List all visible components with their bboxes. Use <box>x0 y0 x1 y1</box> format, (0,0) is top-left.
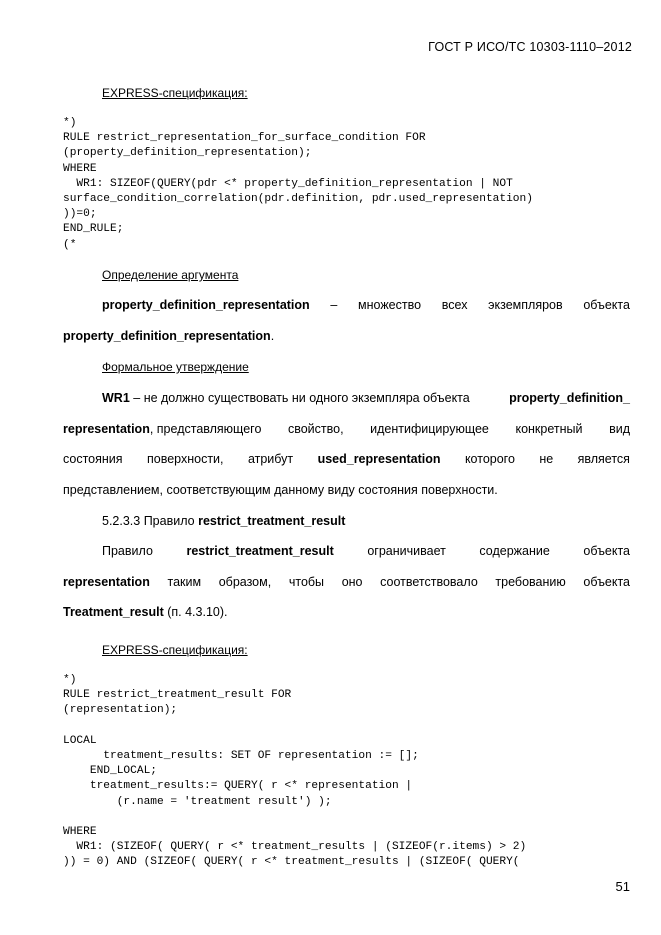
formal-statement-line-3 <box>63 452 630 466</box>
word: оно <box>341 575 363 589</box>
word: чтобы <box>288 575 325 589</box>
word: вид <box>609 422 630 436</box>
express-code-block: *) RULE restrict_representation_for_surface_condition FOR (property_definition_representation); WHERE WR1: SIZEOF(QUERY(pdr <* property_definition_representation | NOT surface_condition_correlation(pdr.definition, pdr.used_representation) ))=0; END_RULE; (* <box>63 117 533 251</box>
line-part <box>102 391 470 405</box>
word: состояния <box>63 452 123 466</box>
document-header: ГОСТ Р ИСО/ТС 10303-1110–2012 <box>428 40 632 54</box>
word: соответствовало <box>380 575 478 589</box>
express-spec-label-2: EXPRESS-спецификация: <box>102 643 248 657</box>
word: объекта <box>583 544 630 558</box>
word: множество <box>358 298 422 312</box>
word: содержание <box>479 544 550 558</box>
formal-statement-label: Формальное утверждение <box>102 360 249 374</box>
term: representation <box>63 575 150 589</box>
argument-definition-label: Определение аргумента <box>102 268 239 282</box>
word: идентифицирующее <box>370 422 489 436</box>
term: representation <box>63 422 150 436</box>
word: всех <box>441 298 468 312</box>
word: образом, <box>218 575 272 589</box>
word: не <box>539 452 554 466</box>
word: конкретный <box>515 422 583 436</box>
line-part <box>63 422 261 436</box>
reference: (п. 4.3.10). <box>167 605 228 619</box>
word: Правило <box>102 544 153 558</box>
express-spec-label: EXPRESS-спецификация: <box>102 86 248 100</box>
word: таким <box>167 575 202 589</box>
text: – не должно существовать ни одного экземпляра объекта <box>133 391 470 405</box>
rule-description-line-2 <box>63 575 630 589</box>
term: property_definition_representation <box>102 298 310 312</box>
word: объекта <box>583 575 630 589</box>
argument-definition-term-line <box>63 329 274 343</box>
word: требованию <box>495 575 566 589</box>
express-code-block-2: *) RULE restrict_treatment_result FOR (representation); LOCAL treatment_results: SET OF representation := []; END_LOCAL; treatment_results:= QUERY( r <* representation | (r.name = 'treatment result') ); WHERE WR1: (SIZEOF( QUERY( r <* treatment_results | (SIZEOF(r.items) > 2) )) = 0) AND (SIZEOF( QUERY( r <* treatment_results | (SIZEOF( QUERY( <box>63 674 527 869</box>
period: . <box>270 329 275 343</box>
word: ограничивает <box>367 544 446 558</box>
word: свойство, <box>287 422 344 436</box>
word: , представляющего <box>149 422 262 436</box>
formal-statement-line-4: представлением, соответствующим данному виду состояния поверхности. <box>63 483 498 497</box>
term: restrict_treatment_result <box>186 544 334 558</box>
section-heading <box>102 514 345 528</box>
term: property_definition_ <box>509 391 630 405</box>
rule-name: restrict_treatment_result <box>198 514 346 528</box>
word: которого <box>464 452 515 466</box>
argument-definition-line <box>102 298 630 312</box>
word: атрибут <box>247 452 294 466</box>
formal-statement-line-2 <box>63 422 630 436</box>
term: property_definition_representation <box>63 329 271 343</box>
term: used_representation <box>317 452 441 466</box>
word: экземпляров <box>488 298 563 312</box>
word: объекта <box>583 298 630 312</box>
rule-description-line-1 <box>102 544 630 558</box>
term: Treatment_result <box>63 605 164 619</box>
word: поверхности, <box>146 452 224 466</box>
rule-description-line-3 <box>63 605 228 619</box>
word: является <box>577 452 630 466</box>
page-number: 51 <box>615 879 630 894</box>
formal-statement-line-1 <box>102 391 630 405</box>
dash: – <box>330 298 338 312</box>
rule-id: WR1 <box>102 391 130 405</box>
section-number: 5.2.3.3 Правило <box>102 514 195 528</box>
